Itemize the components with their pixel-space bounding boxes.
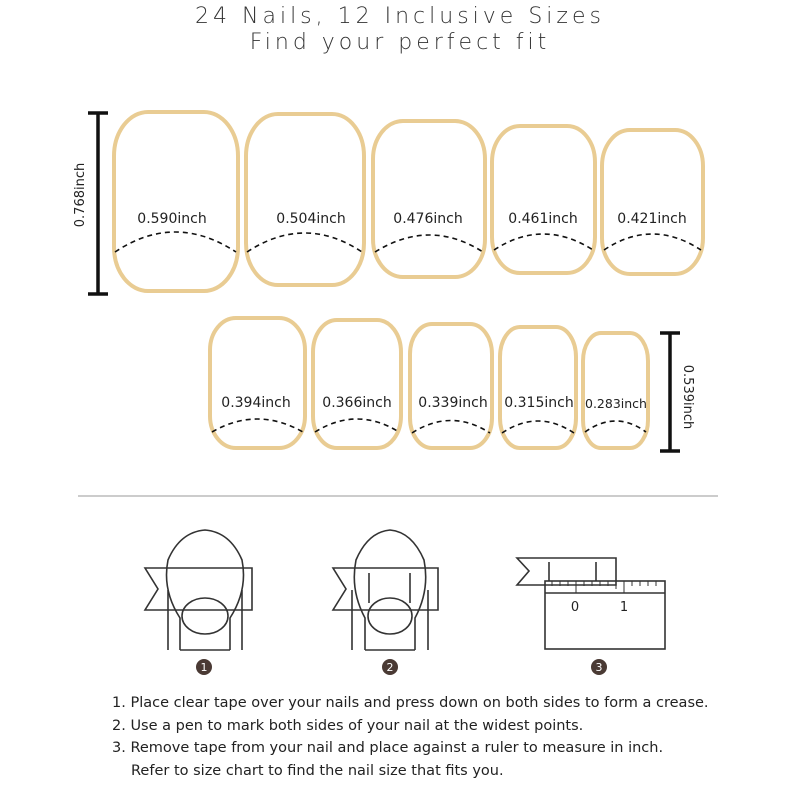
instruction-1: 1. Place clear tape over your nails and press down on both sides to form a crease. bbox=[112, 695, 709, 711]
nail-size-5 bbox=[602, 130, 703, 274]
length-label-large: 0.768inch bbox=[73, 162, 88, 228]
nail-size-7 bbox=[313, 320, 401, 448]
svg-text:2: 2 bbox=[386, 661, 394, 674]
nail-size-10 bbox=[583, 333, 648, 448]
size-label: 0.476inch bbox=[393, 211, 463, 227]
instruction-3: 3. Remove tape from your nail and place against a ruler to measure in inch. bbox=[112, 740, 664, 756]
nail-row-2 bbox=[210, 318, 648, 448]
step-3-badge bbox=[591, 659, 607, 675]
nail-size-1 bbox=[114, 112, 238, 291]
step-2-illustration bbox=[333, 530, 438, 650]
svg-text:1: 1 bbox=[200, 661, 208, 674]
nail-size-9 bbox=[500, 327, 576, 448]
nail-size-6 bbox=[210, 318, 305, 448]
nail-size-3 bbox=[373, 121, 485, 277]
size-label: 0.504inch bbox=[276, 211, 346, 227]
step-1-illustration bbox=[145, 530, 252, 650]
step-2-badge bbox=[382, 659, 398, 675]
instructions-list bbox=[112, 692, 709, 782]
size-label: 0.461inch bbox=[508, 211, 578, 227]
step-3-illustration bbox=[517, 558, 665, 649]
nail-size-4 bbox=[492, 126, 595, 273]
nail-size-8 bbox=[410, 324, 492, 448]
size-label: 0.315inch bbox=[504, 395, 574, 411]
step-1-badge bbox=[196, 659, 212, 675]
size-label: 0.394inch bbox=[221, 395, 291, 411]
size-label: 0.366inch bbox=[322, 395, 392, 411]
length-bar-large bbox=[73, 113, 108, 294]
nail-size-2 bbox=[246, 114, 364, 285]
size-label: 0.421inch bbox=[617, 211, 687, 227]
size-label: 0.590inch bbox=[137, 211, 207, 227]
ruler-label-0: 0 bbox=[570, 600, 580, 615]
instruction-2: 2. Use a pen to mark both sides of your nail at the widest points. bbox=[112, 717, 584, 734]
svg-text:3: 3 bbox=[595, 661, 603, 674]
nail-row-1 bbox=[114, 112, 703, 291]
ruler-label-1: 1 bbox=[619, 600, 629, 615]
title-line-2: Find your perfect fit bbox=[249, 30, 551, 55]
size-label: 0.339inch bbox=[418, 395, 488, 411]
length-bar-small bbox=[660, 333, 695, 451]
title-line-1: 24 Nails, 12 Inclusive Sizes bbox=[195, 4, 605, 29]
size-label: 0.283inch bbox=[585, 396, 647, 411]
instruction-note: Refer to size chart to find the nail size that fits you. bbox=[131, 762, 504, 779]
length-label-small: 0.539inch bbox=[680, 364, 695, 430]
